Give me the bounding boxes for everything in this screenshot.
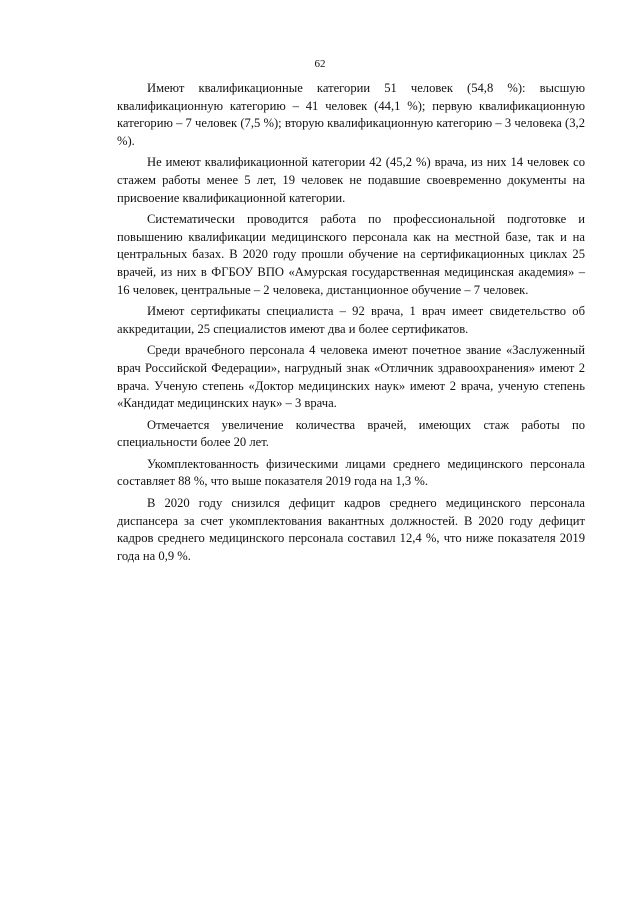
document-body: [117, 80, 585, 569]
paragraph-honorary-titles: Среди врачебного персонала 4 человека имеют почетное звание «Заслуженный врач Российской Федерации», нагрудный знак «Отличник здравоохранения» имеют 2 врача. Ученую степень «Доктор медицинских наук» имеют 2 врача, ученую степень «Кандидат медицинских наук» – 3 врача.: [117, 343, 585, 411]
paragraph-staffing-level: Укомплектованность физическими лицами среднего медицинского персонала составляет 88 %, что выше показателя 2019 года на 1,3 %.: [117, 456, 585, 489]
paragraph-qualification-categories: Имеют квалификационные категории 51 человек (54,8 %): высшую квалификационную категорию – 41 человек (44,1 %); первую квалификационную категорию – 7 человек (7,5 %); вторую квалификационную категорию – 3 человека (3,2 %).: [117, 81, 585, 148]
paragraph-staff-deficit: В 2020 году снизился дефицит кадров среднего медицинского персонала диспансера за счет укомплектования вакантных должностей. В 2020 году дефицит кадров среднего медицинского персонала составил 12,4 %, что ниже показателя 2019 года на 0,9 %.: [117, 496, 585, 563]
paragraph-professional-training: Систематически проводится работа по профессиональной подготовке и повышению квалификации медицинского персонала как на местной базе, так и на центральных базах. В 2020 году прошли обучение на сертификационных циклах 25 врачей, из них в ФГБОУ ВПО «Амурская государственная медицинская академия» – 16 человек, центральные – 2 человека, дистанционное обучение – 7 человек.: [117, 212, 585, 297]
page-number: 62: [314, 58, 326, 70]
paragraph-experience-growth: Отмечается увеличение количества врачей, имеющих стаж работы по специальности более 20 лет.: [117, 417, 585, 450]
paragraph-no-category: Не имеют квалификационной категории 42 (45,2 %) врача, из них 14 человек со стажем работы менее 5 лет, 19 человек не подавшие своевременно документы на присвоение квалификационной категории.: [117, 155, 585, 205]
paragraph-certificates: Имеют сертификаты специалиста – 92 врача, 1 врач имеет свидетельство об аккредитации, 25 специалистов имеют два и более сертификатов.: [117, 304, 585, 336]
